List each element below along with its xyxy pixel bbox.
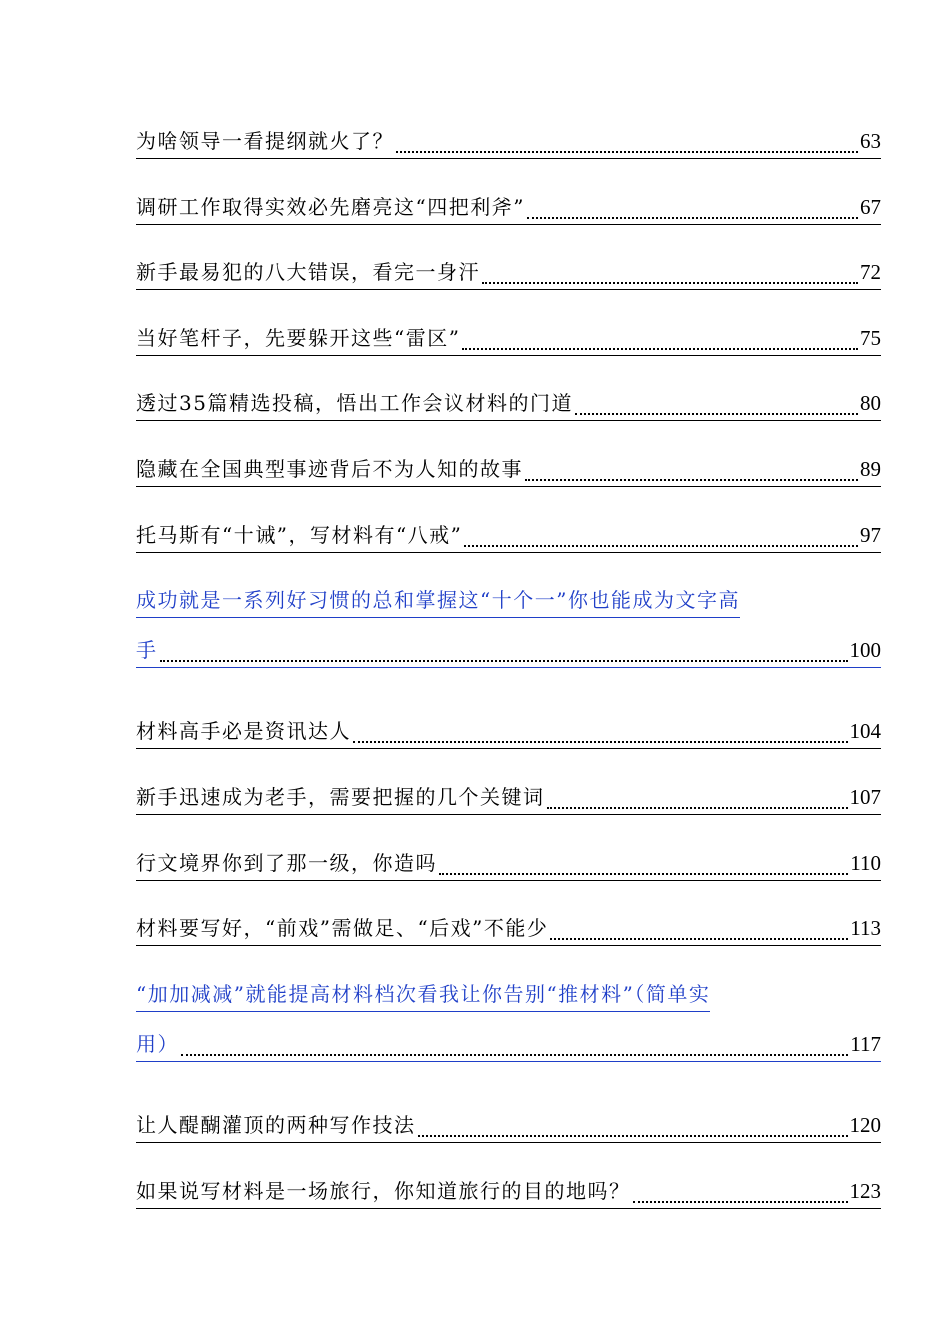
toc-entry-title: 材料高手必是资讯达人 — [136, 719, 351, 744]
toc-entry[interactable] — [136, 913, 881, 979]
toc-entry-page: 75 — [860, 325, 881, 350]
toc-entry-page: 97 — [860, 522, 881, 547]
dot-leader — [633, 1175, 848, 1208]
toc-entry[interactable] — [136, 848, 881, 914]
toc-entry-title: 当好笔杆子，先要躲开这些“雷区” — [136, 325, 461, 350]
toc-entry-page: 89 — [860, 456, 881, 481]
toc-entry-line — [136, 848, 881, 881]
toc-entry-line — [136, 1176, 881, 1209]
toc-entry-line — [136, 388, 881, 421]
toc-entry-title-line1: “加加减减”就能提高材料档次看我让你告别“推材料”（简单实 — [136, 981, 711, 1006]
toc-entry-line — [136, 1029, 881, 1062]
toc-entry[interactable] — [136, 716, 881, 782]
toc-entry-title: 材料要写好，“前戏”需做足、“后戏”不能少 — [136, 916, 549, 941]
toc-entry-page: 110 — [850, 850, 881, 875]
toc-entry-line — [136, 520, 881, 553]
dot-leader — [575, 387, 858, 420]
dot-leader — [547, 781, 848, 814]
toc-entry-title: 行文境界你到了那一级，你造吗 — [136, 850, 437, 875]
toc-entry[interactable] — [136, 1176, 881, 1242]
toc-entry-title: 为啥领导一看提纲就火了？ — [136, 129, 394, 153]
toc-entry-title-line2: 手 — [136, 638, 158, 663]
toc-entry-page: 123 — [849, 1178, 881, 1203]
toc-entry-page: 72 — [860, 260, 881, 285]
dot-leader — [525, 453, 858, 486]
toc-entry-line — [136, 913, 881, 946]
dot-leader — [396, 125, 858, 158]
toc-entry-title: 托马斯有“十诫”，写材料有“八戒” — [136, 522, 463, 547]
dot-leader — [527, 191, 858, 224]
toc-entry-page: 67 — [860, 194, 881, 219]
toc-entry-line — [136, 979, 710, 1012]
toc-entry-line — [136, 1110, 881, 1143]
toc-entry-page: 100 — [849, 638, 881, 663]
toc-entry-line — [136, 585, 740, 618]
toc-entry[interactable] — [136, 192, 881, 258]
toc-entry-page: 117 — [850, 1031, 881, 1056]
toc-entry[interactable] — [136, 126, 881, 192]
toc-entry-link[interactable] — [136, 979, 881, 1110]
toc-entry-line — [136, 323, 881, 356]
toc-entry-line — [136, 635, 881, 668]
dot-leader — [181, 1028, 848, 1061]
toc-entry[interactable] — [136, 782, 881, 848]
dot-leader — [464, 519, 858, 552]
dot-leader — [439, 847, 848, 880]
dot-leader — [160, 634, 848, 667]
toc-entry[interactable] — [136, 388, 881, 454]
dot-leader — [550, 912, 848, 945]
dot-leader — [353, 715, 848, 748]
toc-entry-line — [136, 454, 881, 487]
toc-entry-page: 63 — [860, 129, 881, 153]
dot-leader — [462, 322, 858, 355]
toc-entry-line — [136, 192, 881, 225]
dot-leader — [418, 1109, 848, 1142]
table-of-contents — [136, 126, 881, 1241]
toc-entry-title: 新手迅速成为老手，需要把握的几个关键词 — [136, 784, 545, 809]
toc-entry-page: 80 — [860, 391, 881, 416]
toc-entry-title: 调研工作取得实效必先磨亮这“四把利斧” — [136, 194, 525, 219]
toc-entry[interactable] — [136, 257, 881, 323]
toc-entry-page: 107 — [849, 784, 881, 809]
toc-entry-title-line1: 成功就是一系列好习惯的总和掌握这“十个一”你也能成为文字高 — [136, 588, 740, 613]
toc-entry-page: 113 — [850, 916, 881, 941]
toc-entry-line — [136, 716, 881, 749]
toc-entry-link[interactable] — [136, 585, 881, 716]
toc-entry-title: 新手最易犯的八大错误，看完一身汗 — [136, 260, 480, 285]
toc-entry[interactable] — [136, 323, 881, 389]
toc-entry-line — [136, 126, 881, 159]
toc-entry-page: 120 — [849, 1112, 881, 1137]
toc-entry-title: 如果说写材料是一场旅行，你知道旅行的目的地吗？ — [136, 1178, 631, 1203]
toc-entry[interactable] — [136, 1110, 881, 1176]
dot-leader — [482, 256, 858, 289]
toc-entry-title: 隐藏在全国典型事迹背后不为人知的故事 — [136, 456, 523, 481]
toc-entry-title: 透过35篇精选投稿，悟出工作会议材料的门道 — [136, 391, 573, 416]
toc-entry-line — [136, 782, 881, 815]
toc-entry[interactable] — [136, 520, 881, 586]
toc-entry-title: 让人醍醐灌顶的两种写作技法 — [136, 1112, 416, 1137]
toc-entry[interactable] — [136, 454, 881, 520]
toc-entry-title-line2: 用） — [136, 1031, 179, 1056]
toc-entry-line — [136, 257, 881, 290]
toc-entry-page: 104 — [849, 719, 881, 744]
